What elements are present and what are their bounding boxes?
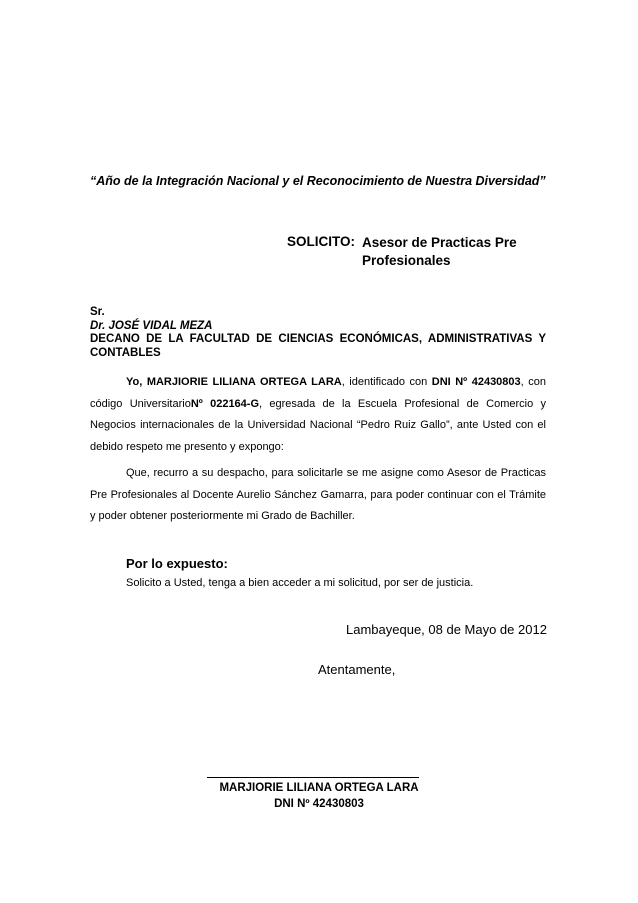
university-code: Nº 022164-G [190, 397, 260, 410]
applicant-name: Yo, MARJIORIE LILIANA ORTEGA LARA [126, 376, 342, 388]
intro-text-c: , egresada de la Escuela Profesional de Comercio y Negocios internacionales de la Universidad Nacional “Pedro Ruiz Gallo”, ante Usted con el debido respeto me presento y expongo: [90, 397, 547, 453]
introduction-paragraph [90, 372, 546, 458]
signature-dni: DNI Nº 42430803 [274, 798, 364, 810]
request-text: Que, recurro a su despacho, para solicitarle se me asigne como Asesor de Practicas Pre Profesionales al Docente Aurelio Sánchez Gamarra, para poder continuar con el Trámite y poder obtener posteriormente mi Grado de Bachiller. [90, 467, 546, 522]
addressee-title-line1: DECANO DE LA FACULTAD DE CIENCIAS ECONÓMICAS, ADMINISTRATIVAS Y [90, 333, 546, 345]
request-paragraph [90, 463, 546, 528]
document-motto: “Año de la Integración Nacional y el Reconocimiento de Nuestra Diversidad” [90, 174, 546, 188]
closing-request: Solicito a Usted, tenga a bien acceder a mi solicitud, por ser de justicia. [126, 577, 474, 589]
applicant-dni: DNI Nº 42430803 [431, 376, 521, 388]
closing-heading: Por lo expuesto: [126, 556, 228, 571]
signature-line [207, 777, 419, 778]
addressee-name: Dr. JOSÉ VIDAL MEZA [90, 319, 213, 332]
place-date: Lambayeque, 08 de Mayo de 2012 [346, 622, 547, 637]
signature-name: MARJIORIE LILIANA ORTEGA LARA [219, 782, 419, 794]
intro-text-a: , identificado con [341, 376, 432, 388]
subject-label: SOLICITO: [287, 234, 356, 249]
addressee-title-line2: CONTABLES [90, 346, 161, 359]
addressee-block [90, 306, 546, 360]
addressee-salutation: Sr. [90, 306, 105, 318]
farewell: Atentamente, [318, 662, 396, 677]
intro-text-b: , con código Universitario [90, 376, 546, 410]
subject-value: Asesor de Practicas Pre Profesionales [362, 235, 517, 268]
